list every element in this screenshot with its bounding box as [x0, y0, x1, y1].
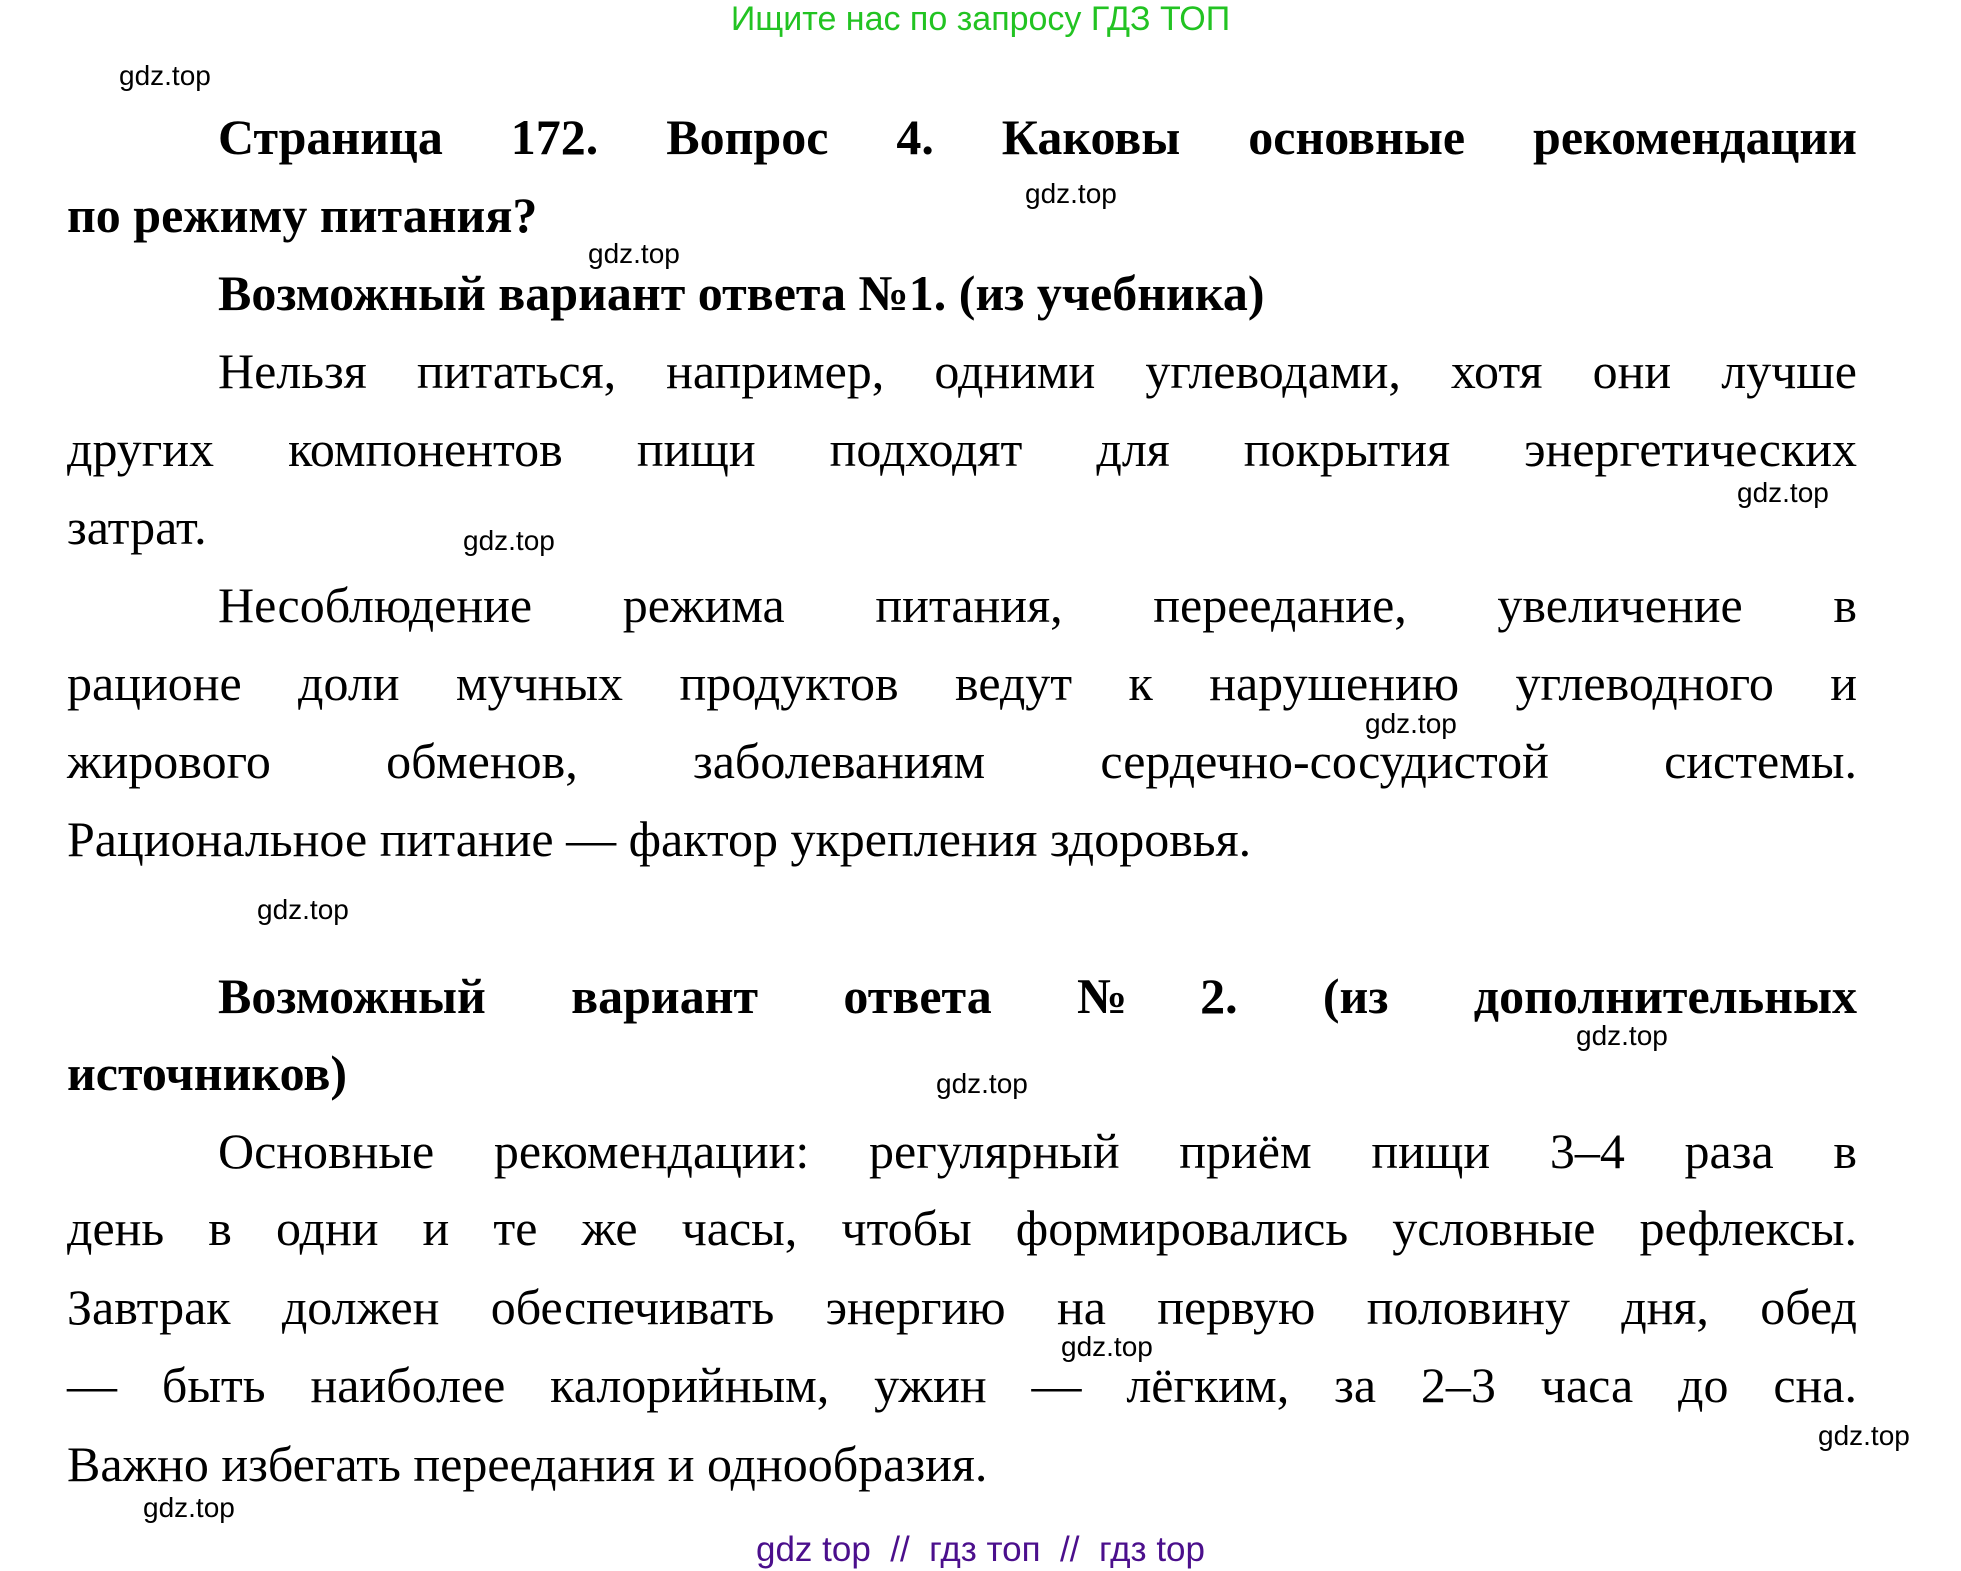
watermark: gdz.top: [1061, 1331, 1153, 1362]
question-title-line-1: Страница 172. Вопрос 4. Каковы основные рекомендации: [218, 109, 1857, 165]
answer2-heading-line-2: источников): [67, 1045, 347, 1101]
search-hint-banner: Ищите нас по запросу ГДЗ ТОП: [730, 0, 1231, 38]
footer-links: gdz top // гдз топ // гдз top: [756, 1530, 1205, 1569]
answer2-p-line: — быть наиболее калорийным, ужин — лёгким, за 2–3 часа до сна.: [67, 1357, 1857, 1413]
watermark: gdz.top: [1737, 477, 1829, 508]
watermark: gdz.top: [463, 525, 555, 556]
answer1-p2-line: Несоблюдение режима питания, переедание, увеличение в: [218, 577, 1857, 633]
answer2-p-line: Завтрак должен обеспечивать энергию на первую половину дня, обед: [67, 1279, 1857, 1335]
question-title-line-2: по режиму питания?: [67, 187, 538, 243]
answer1-heading: Возможный вариант ответа №1. (из учебника): [218, 265, 1265, 321]
watermark: gdz.top: [588, 238, 680, 269]
answer2-heading-line-1: Возможный вариант ответа №2. (из дополнительных: [218, 968, 1857, 1024]
answer1-p2-line: рационе доли мучных продуктов ведут к нарушению углеводного и: [67, 655, 1857, 711]
watermark: gdz.top: [119, 60, 211, 91]
watermark: gdz.top: [257, 894, 349, 925]
answer2-p-line: Основные рекомендации: регулярный приём пищи 3–4 раза в: [218, 1123, 1857, 1179]
watermark: gdz.top: [1025, 178, 1117, 209]
watermark: gdz.top: [1818, 1420, 1910, 1451]
answer1-p2-line: Рациональное питание — фактор укрепления здоровья.: [67, 811, 1252, 867]
watermark: gdz.top: [1365, 708, 1457, 739]
watermark: gdz.top: [936, 1068, 1028, 1099]
answer1-p1-line: Нельзя питаться, например, одними углеводами, хотя они лучше: [218, 343, 1857, 399]
watermark: gdz.top: [143, 1492, 235, 1523]
answer2-p-line: Важно избегать переедания и однообразия.: [67, 1436, 988, 1492]
answer1-p1-line: других компонентов пищи подходят для покрытия энергетических: [67, 421, 1857, 477]
answer1-p1-line: затрат.: [67, 499, 207, 555]
answer1-p2-line: жирового обменов, заболеваниям сердечно-сосудистой системы.: [67, 733, 1857, 789]
watermark: gdz.top: [1576, 1020, 1668, 1051]
answer2-p-line: день в одни и те же часы, чтобы формировались условные рефлексы.: [67, 1200, 1857, 1256]
